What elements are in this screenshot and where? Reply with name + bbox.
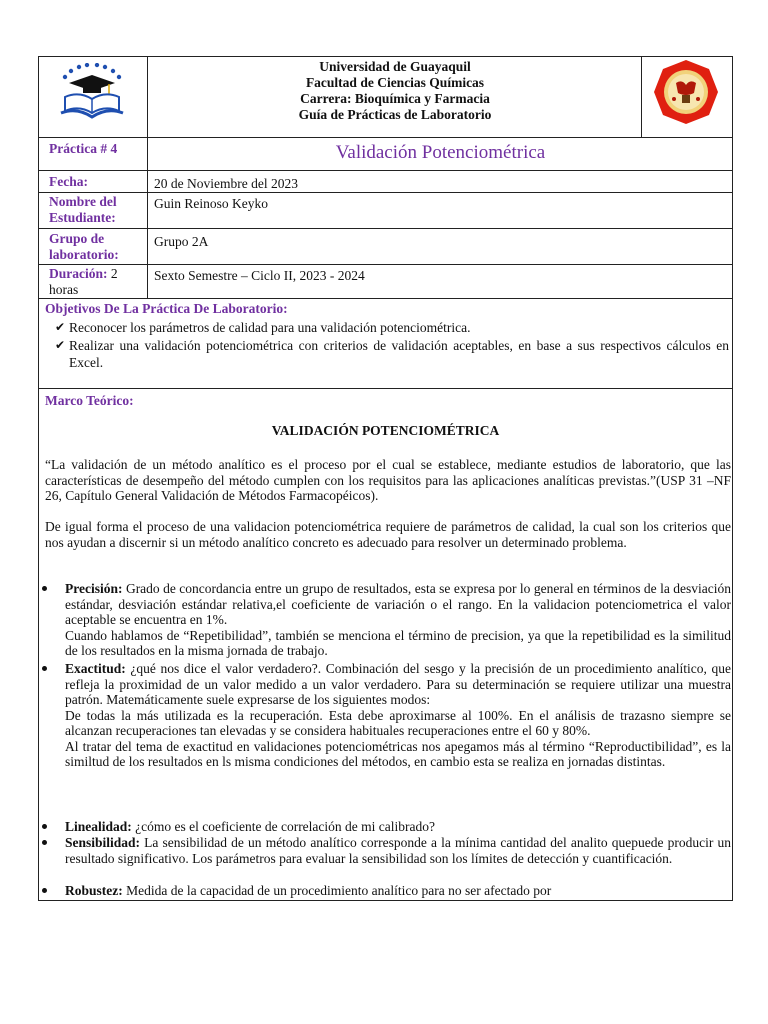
theory-section <box>39 389 732 900</box>
group-label: Grupo de laboratorio: <box>49 231 119 262</box>
objectives-row <box>39 299 732 389</box>
bullet-icon <box>42 824 47 829</box>
bullet-accuracy: Exactitud: ¿qué nos dice el valor verdadero?. Combinación del sesgo y la precisión de un procedimiento analítico, que refleja la proximidad de un valor medido a un valor verdadero. Para su determinación se requiere utilizar una muestra patrón. Matemáticamente suele expresarse de los siguientes modos: De todas la más utilizada es la recuperación. Esta debe aproximarse al 100%. En el análisis de trazasno siempre se alcanzan recuperaciones tan elevadas y se considera habituales recuperaciones entre el 60 y 80%. Al tratar del tema de exactitud en validaciones potenciométricas nos apegamos más al término “Reproductibilidad”, es la similtud de los resultados en ls misma condiciones del métodos, en cambio esta se realiza en jornadas distintas. <box>65 661 731 770</box>
university-name: Universidad de Guayaquil <box>319 59 471 74</box>
career-name: Carrera: Bioquímica y Farmacia <box>300 91 490 106</box>
bullet-icon <box>42 840 47 845</box>
student-label: Nombre del Estudiante: <box>49 194 117 225</box>
guide-name: Guía de Prácticas de Laboratorio <box>298 107 492 122</box>
date-row <box>39 171 732 193</box>
lab-guide-page <box>38 56 733 901</box>
duration-row <box>39 265 732 299</box>
student-value: Guin Reinoso Keyko <box>154 196 268 211</box>
bullet-icon <box>42 888 47 893</box>
bullet-sensitivity: Sensibilidad: La sensibilidad de un método analítico corresponde a la mínima cantidad del analito quepuede producir un resultado significativo. Los parámetros para evaluar la sensibilidad son los límites de detección y cuantificación. <box>65 835 731 866</box>
student-row <box>39 193 732 229</box>
header-row <box>39 57 732 138</box>
duration-label: Duración: 2 horas <box>49 266 118 297</box>
group-row <box>39 229 732 265</box>
faculty-seal-logo <box>652 59 720 125</box>
check-icon: ✔ <box>55 320 66 334</box>
theory-heading: Marco Teórico: <box>45 393 134 408</box>
bullet-icon <box>42 666 47 671</box>
theory-paragraph-1: “La validación de un método analítico es el proceso por el cual se establece, mediante estudios de laboratorio, que las características de desempeño del método cumplen con los requisitos para las aplicaciones analíticas previstas.”(USP 31 –NF 26, Capítulo General Validación de Métodos Farmacopéicos). <box>45 457 731 503</box>
check-icon: ✔ <box>55 338 66 352</box>
date-label: Fecha: <box>49 174 88 189</box>
bullet-icon <box>42 586 47 591</box>
graduation-cap-book-logo <box>57 63 127 123</box>
practice-title: Validación Potenciométrica <box>335 142 546 163</box>
bullet-linearity: Linealidad: ¿cómo es el coeficiente de correlación de mi calibrado? <box>65 819 731 835</box>
bullet-precision: Precisión: Grado de concordancia entre un grupo de resultados, esta se expresa por lo general en términos de la desviación estándar, desviación estándar relativa,el coeficiente de variación o el rango. En la validacion potenciometrica el valor aceptable se encuentra en 1%. Cuando hablamos de “Repetibilidad”, también se menciona el término de precision, ya que la repetibilidad es la similitud de los resultados en la misma jornada de trabajo. <box>65 581 731 659</box>
header-text <box>149 59 641 123</box>
theory-paragraph-2: De igual forma el proceso de una validacion potenciométrica requiere de parámetros de calidad, la cual son los criterios que nos ayudan a discernir si un método analítico concreto es adecuado para resolver un determinado problema. <box>45 519 731 550</box>
duration-value: Sexto Semestre – Ciclo II, 2023 - 2024 <box>154 268 365 283</box>
practice-row <box>39 138 732 171</box>
faculty-name: Facultad de Ciencias Químicas <box>305 75 485 90</box>
objective-item: ✔ Realizar una validación potenciométrica con criterios de validación aceptables, en base a sus respectivos cálculos en Excel. <box>55 338 729 370</box>
date-value: 20 de Noviembre del 2023 <box>154 176 298 191</box>
objectives-heading: Objetivos De La Práctica De Laboratorio: <box>45 301 288 316</box>
section-title: VALIDACIÓN POTENCIOMÉTRICA <box>271 423 500 438</box>
objective-item: ✔ Reconocer los parámetros de calidad para una validación potenciométrica. <box>55 320 471 335</box>
practice-label: Práctica # 4 <box>49 141 118 156</box>
bullet-robustness: Robustez: Medida de la capacidad de un procedimiento analítico para no ser afectado por <box>65 883 731 899</box>
group-value: Grupo 2A <box>154 234 209 249</box>
